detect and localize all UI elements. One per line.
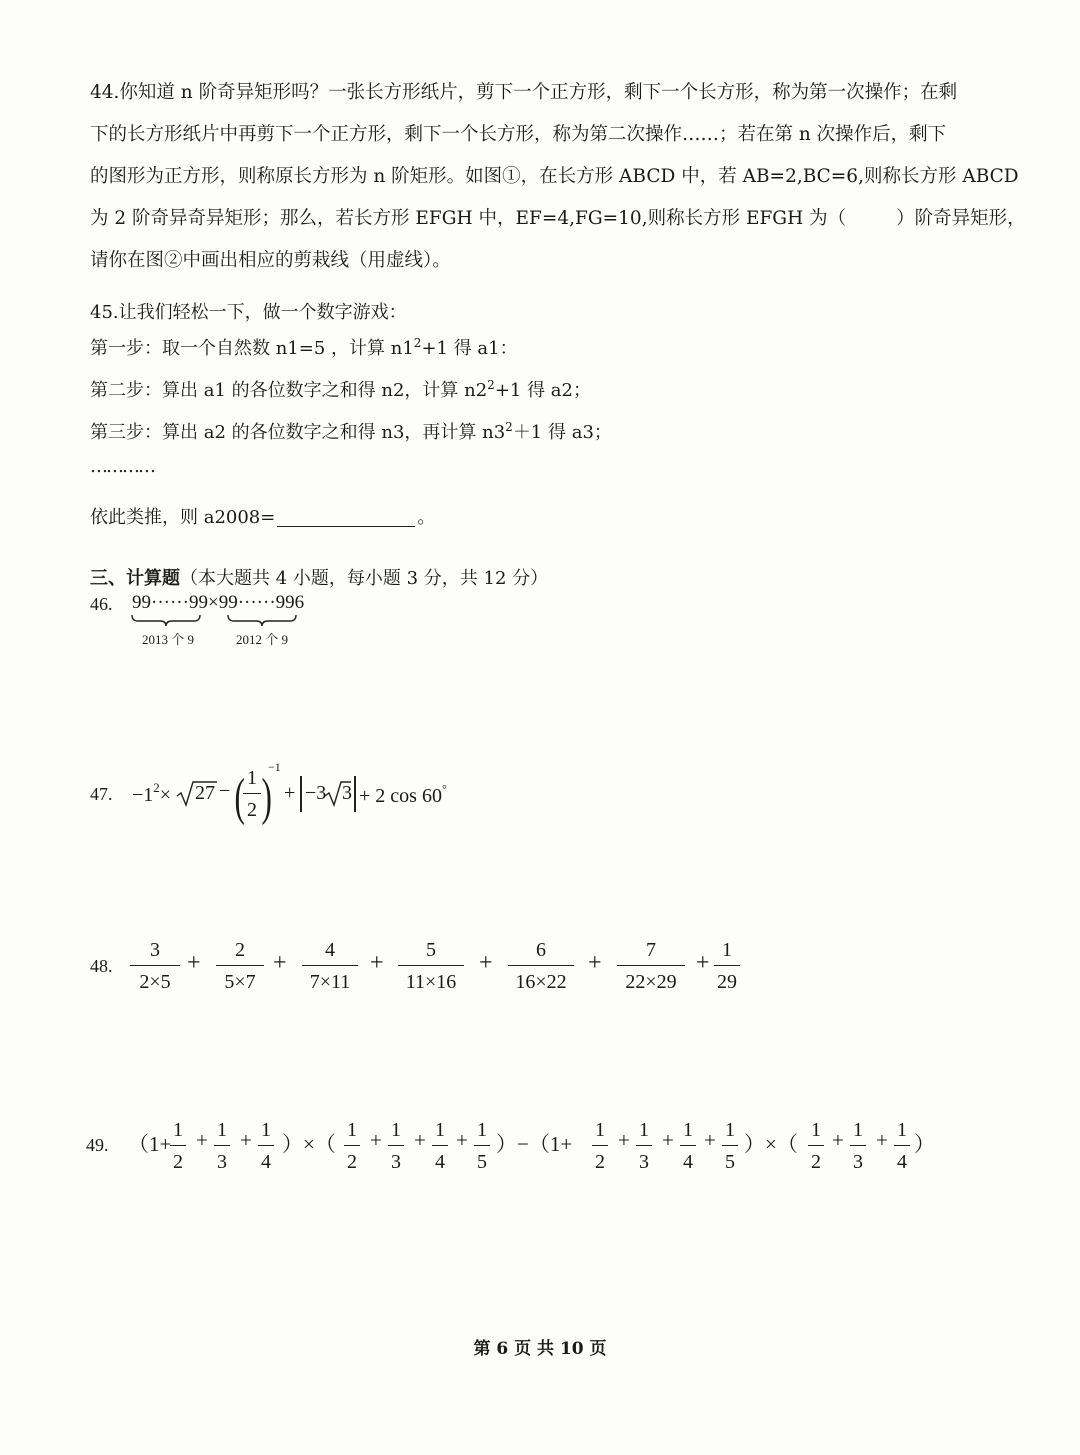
plus-sign: +: [832, 1128, 844, 1152]
plus-sign: +: [240, 1128, 252, 1152]
q48-fraction: [617, 938, 685, 994]
denominator: 29: [717, 971, 737, 993]
q48-fraction: [398, 938, 464, 994]
fraction-bar: [432, 1145, 448, 1146]
section-3-heading: [90, 564, 548, 590]
denominator: 2: [595, 1151, 605, 1173]
q47-part-1: [132, 780, 171, 807]
plus-sign: +: [479, 950, 493, 976]
numerator: 1: [683, 1119, 693, 1141]
plus-sign: +: [876, 1128, 888, 1152]
q46-number: 46.: [90, 594, 113, 614]
plus-sign: +: [696, 950, 710, 976]
q44-line-3: 的图形为正方形，则称原长方形为 n 阶矩形。如图①，在长方形 ABCD 中，若 AB=2,BC=6,则称长方形 ABCD: [90, 166, 1019, 187]
numerator: 1: [639, 1119, 649, 1141]
plus-sign: +: [370, 1128, 382, 1152]
q45-ellipsis: …………: [90, 456, 154, 477]
q46-brace-label-a: 2013 个 9: [142, 632, 195, 647]
q47-radicand-1: 27: [195, 782, 215, 804]
q49-close-group: ）: [914, 1132, 935, 1156]
numerator: 1: [173, 1119, 183, 1141]
q44-line-1: 44.你知道 n 阶奇异矩形吗？一张长方形纸片，剪下一个正方形，剩下一个长方形，称为第一次操作；在剩: [90, 82, 958, 103]
q45-step-2-end: +1 得 a2；: [494, 380, 591, 401]
q45-title: 45.让我们轻松一下，做一个数字游戏：: [90, 302, 407, 323]
brace-a: [132, 615, 200, 626]
q49-fraction: [170, 1118, 186, 1174]
fraction-bar: [302, 965, 358, 966]
numerator: 1: [247, 767, 257, 789]
q49-fraction: [636, 1118, 652, 1174]
q46-factor-b: 99······996: [218, 592, 305, 613]
q48-fraction: [714, 938, 740, 994]
numerator: 7: [646, 939, 656, 961]
plus-sign: +: [187, 950, 201, 976]
q49-fraction: [432, 1118, 448, 1174]
q45-step-1-end: +1 得 a1：: [421, 338, 518, 359]
q49-fraction: [474, 1118, 490, 1174]
fraction-bar: [170, 1145, 186, 1146]
q45-step-3-text: 第三步：算出 a2 的各位数字之和得 n3，再计算 n3: [90, 422, 506, 443]
q48-fraction: [508, 938, 574, 994]
q49-times-group: ）×（: [282, 1132, 336, 1156]
fraction-bar: [243, 793, 261, 794]
plus-sign: +: [588, 950, 602, 976]
denominator: 2: [347, 1151, 357, 1173]
denominator: 2: [173, 1151, 183, 1173]
numerator: 1: [811, 1119, 821, 1141]
fraction-bar: [617, 965, 685, 966]
fraction-bar: [258, 1145, 274, 1146]
plus-sign: +: [284, 782, 296, 804]
numerator: 1: [853, 1119, 863, 1141]
fraction-bar: [508, 965, 574, 966]
q47-fraction: [243, 766, 261, 822]
denominator: 3: [853, 1151, 863, 1173]
denominator: 16×22: [515, 971, 567, 993]
numerator: 1: [435, 1119, 445, 1141]
q49-open-group-1: （1+: [128, 1132, 172, 1156]
q44-line-4: [90, 204, 1026, 230]
q49-fraction: [344, 1118, 360, 1174]
denominator: 11×16: [405, 971, 457, 993]
q49-fraction: [214, 1118, 230, 1174]
denominator: 4: [683, 1151, 693, 1173]
q46-factor-a: 99······99: [132, 592, 208, 613]
q47-exponent: −1: [268, 760, 281, 774]
q44-line-4-text: 为 2 阶奇异奇异矩形；那么，若长方形 EFGH 中，EF=4,FG=10,则称长方形 EFGH 为（: [90, 208, 847, 229]
fraction-bar: [388, 1145, 404, 1146]
denominator: 4: [435, 1151, 445, 1173]
q45-final-end: 。: [417, 507, 436, 528]
section-3-title: 三、计算题: [90, 568, 180, 589]
q49-fraction: [850, 1118, 866, 1174]
numerator: 1: [722, 939, 732, 961]
fraction-bar: [894, 1145, 910, 1146]
degree-sign: °: [441, 782, 447, 796]
numerator: 6: [536, 939, 546, 961]
numerator: 5: [426, 939, 436, 961]
q45-step-2-text: 第二步：算出 a1 的各位数字之和得 n2，计算 n2: [90, 380, 488, 401]
q47-abs-coef: −3: [305, 782, 327, 804]
denominator: 4: [261, 1151, 271, 1173]
fraction-bar: [722, 1145, 738, 1146]
q49-fraction: [722, 1118, 738, 1174]
fraction-bar: [850, 1145, 866, 1146]
denominator: 3: [639, 1151, 649, 1173]
fraction-bar: [216, 965, 264, 966]
numerator: 1: [595, 1119, 605, 1141]
numerator: 1: [347, 1119, 357, 1141]
q47-number: 47.: [90, 784, 113, 804]
numerator: 2: [235, 939, 245, 961]
q49-minus-group: ）−（1+: [496, 1132, 573, 1156]
denominator: 5: [477, 1151, 487, 1173]
q47-neg-one: −1: [132, 784, 154, 806]
q45-step-1: [90, 334, 518, 360]
abs-bar-right: [354, 776, 356, 812]
plus-sign: +: [273, 950, 287, 976]
plus-sign: +: [414, 1128, 426, 1152]
section-3-subtitle: （本大题共 4 小题，每小题 3 分，共 12 分）: [180, 568, 549, 589]
denominator: 2: [247, 799, 257, 821]
q45-final: [90, 503, 435, 529]
q44-line-5: 请你在图②中画出相应的剪栽线（用虚线）。: [90, 250, 451, 271]
numerator: 1: [261, 1119, 271, 1141]
q49-times-group: ）×（: [744, 1132, 798, 1156]
plus-sign: +: [196, 1128, 208, 1152]
q45-step-2: [90, 376, 591, 402]
numerator: 1: [725, 1119, 735, 1141]
times-sign: ×: [207, 592, 219, 613]
numerator: 3: [150, 939, 160, 961]
fraction-bar: [680, 1145, 696, 1146]
brace-b: [228, 615, 296, 626]
numerator: 1: [477, 1119, 487, 1141]
q45-answer-blank[interactable]: [277, 508, 415, 527]
fraction-bar: [344, 1145, 360, 1146]
q49-fraction: [258, 1118, 274, 1174]
denominator: 5×7: [224, 971, 256, 993]
q45-step-3: [90, 418, 612, 444]
superscript: 2: [505, 420, 513, 434]
left-paren: (: [234, 769, 245, 826]
page-footer: 第 6 页 共 10 页: [473, 1339, 607, 1359]
q47-cos-text: + 2 cos 60: [359, 785, 442, 807]
q44-line-2: 下的长方形纸片中再剪下一个正方形，剩下一个长方形，称为第二次操作……；若在第 n 次操作后，剩下: [90, 124, 947, 145]
q49-number: 49.: [86, 1135, 109, 1155]
q49-fraction: [894, 1118, 910, 1174]
denominator: 5: [725, 1151, 735, 1173]
fraction-bar: [636, 1145, 652, 1146]
fraction-bar: [474, 1145, 490, 1146]
q45-final-text: 依此类推，则 a2008=: [90, 507, 276, 528]
q46-expression: [132, 592, 304, 614]
denominator: 4: [897, 1151, 907, 1173]
numerator: 1: [391, 1119, 401, 1141]
denominator: 3: [217, 1151, 227, 1173]
denominator: 7×11: [309, 971, 351, 993]
q48-number: 48.: [90, 956, 113, 976]
q48-fraction: [302, 938, 358, 994]
fraction-bar: [130, 965, 180, 966]
superscript: 2: [487, 378, 495, 392]
q48-fraction: [130, 938, 180, 994]
times-sign: ×: [159, 784, 172, 806]
numerator: 1: [217, 1119, 227, 1141]
minus-sign: −: [219, 780, 231, 802]
fraction-bar: [808, 1145, 824, 1146]
numerator: 4: [325, 939, 335, 961]
q45-step-1-text: 第一步：取一个自然数 n1=5 ，计算 n1: [90, 338, 414, 359]
q47-cos-term: [359, 782, 447, 808]
plus-sign: +: [618, 1128, 630, 1152]
q47-radicand-2: 3: [342, 782, 352, 804]
denominator: 22×29: [625, 971, 677, 993]
q45-step-3-end: ＋1 得 a3；: [512, 422, 612, 443]
q49-fraction: [592, 1118, 608, 1174]
q49-fraction: [808, 1118, 824, 1174]
q49-fraction: [388, 1118, 404, 1174]
denominator: 2×5: [139, 971, 171, 993]
denominator: 3: [391, 1151, 401, 1173]
fraction-bar: [714, 965, 740, 966]
plus-sign: +: [456, 1128, 468, 1152]
denominator: 2: [811, 1151, 821, 1173]
q44-line-4-end: ）阶奇异矩形，: [896, 208, 1026, 229]
q48-fraction: [216, 938, 264, 994]
fraction-bar: [398, 965, 464, 966]
abs-bar-left: [300, 776, 302, 812]
fraction-bar: [592, 1145, 608, 1146]
numerator: 1: [897, 1119, 907, 1141]
q49-fraction: [680, 1118, 696, 1174]
fraction-bar: [214, 1145, 230, 1146]
right-paren: ): [261, 769, 272, 826]
superscript: 2: [413, 336, 422, 350]
plus-sign: +: [662, 1128, 674, 1152]
q46-brace-label-b: 2012 个 9: [236, 632, 289, 647]
plus-sign: +: [704, 1128, 716, 1152]
superscript: 2: [153, 780, 160, 795]
plus-sign: +: [370, 950, 384, 976]
